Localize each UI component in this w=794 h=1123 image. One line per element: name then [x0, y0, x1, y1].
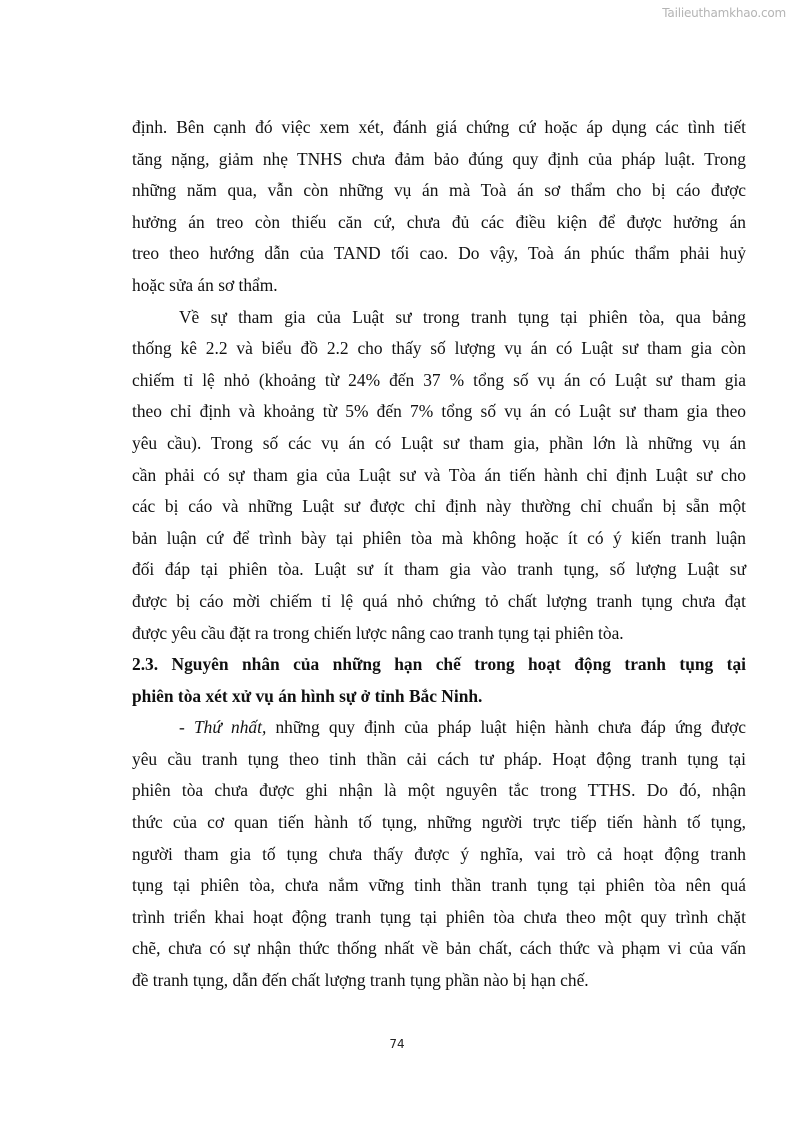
line-rest: những quy định của pháp luật hiện hành chưa đáp ứng được: [266, 717, 747, 738]
text-line: đề tranh tụng, dẫn đến chất lượng tranh tụng phần nào bị hạn chế.: [132, 970, 589, 991]
text-line: định. Bên cạnh đó việc xem xét, đánh giá chứng cứ hoặc áp dụng các tình tiết: [132, 117, 746, 137]
text-line: [132, 712, 746, 744]
paragraph-1: [132, 112, 746, 302]
text-line: treo theo hướng dẫn của TAND tối cao. Do vậy, Toà án phúc thẩm phải huỷ: [132, 243, 746, 264]
text-line: phiên tòa chưa được ghi nhận là một nguyên tắc trong TTHS. Do đó, nhận: [132, 780, 746, 801]
section-heading: [132, 649, 746, 712]
text-line: những năm qua, vẫn còn những vụ án mà Toà án sơ thẩm cho bị cáo được: [132, 180, 746, 201]
text-line: chiếm tỉ lệ nhỏ (khoảng từ 24% đến 37 % tổng số vụ án có Luật sư tham gia: [132, 369, 746, 390]
heading-line: phiên tòa xét xử vụ án hình sự ở tỉnh Bắc Ninh.: [132, 685, 483, 706]
text-line: Về sự tham gia của Luật sư trong tranh tụng tại phiên tòa, qua bảng: [179, 306, 746, 327]
italic-lead: Thứ nhất,: [193, 717, 267, 738]
text-line: yêu cầu). Trong số các vụ án có Luật sư tham gia, phần lớn là những vụ án: [132, 432, 746, 453]
paragraph-2: [132, 302, 746, 650]
text-line: tăng nặng, giảm nhẹ TNHS chưa đảm bảo đúng quy định của pháp luật. Trong: [132, 148, 746, 169]
text-line: hoặc sửa án sơ thẩm.: [132, 274, 278, 295]
text-line: được yêu cầu đặt ra trong chiến lược nâng cao tranh tụng tại phiên tòa.: [132, 622, 624, 643]
document-body: [132, 112, 746, 997]
text-line: đối đáp tại phiên tòa. Luật sư ít tham gia vào tranh tụng, số lượng Luật sư: [132, 559, 746, 580]
dash: -: [179, 717, 194, 738]
text-line: trình triển khai hoạt động tranh tụng tại phiên tòa chưa theo một quy trình chặt: [132, 906, 746, 927]
text-line: các bị cáo và những Luật sư được chỉ định này thường chỉ chuẩn bị sẵn một: [132, 496, 746, 517]
heading-line: 2.3. Nguyên nhân của những hạn chế trong hoạt động tranh tụng tại: [132, 654, 746, 675]
text-line: thống kê 2.2 và biểu đồ 2.2 cho thấy số lượng vụ án có Luật sư tham gia còn: [132, 338, 746, 359]
text-line: được bị cáo mời chiếm tỉ lệ quá nhỏ chứng tỏ chất lượng tranh tụng chưa đạt: [132, 590, 746, 611]
text-line: người tham gia tố tụng chưa thấy được ý nghĩa, vai trò cả hoạt động tranh: [132, 843, 746, 864]
text-line: chẽ, chưa có sự nhận thức thống nhất về bản chất, cách thức và phạm vi của vấn: [132, 938, 746, 959]
text-line: thức của cơ quan tiến hành tố tụng, những người trực tiếp tiến hành tố tụng,: [132, 812, 746, 833]
text-line: hưởng án treo còn thiếu căn cứ, chưa đủ các điều kiện để được hưởng án: [132, 211, 746, 232]
text-line: bản luận cứ để trình bày tại phiên tòa mà không hoặc ít có ý kiến tranh luận: [132, 527, 746, 548]
paragraph-3: [132, 712, 746, 996]
watermark: Tailieuthamkhao.com: [662, 6, 786, 20]
text-line: yêu cầu tranh tụng theo tinh thần cải cách tư pháp. Hoạt động tranh tụng tại: [132, 748, 746, 769]
text-line: theo chỉ định và khoảng từ 5% đến 7% tổng số vụ án có Luật sư tham gia theo: [132, 401, 746, 422]
page-number: 74: [389, 1037, 405, 1051]
text-line: cần phải có sự tham gia của Luật sư và Tòa án tiến hành chỉ định Luật sư cho: [132, 464, 746, 485]
text-line: tụng tại phiên tòa, chưa nắm vững tinh thần tranh tụng tại phiên tòa nên quá: [132, 875, 746, 896]
